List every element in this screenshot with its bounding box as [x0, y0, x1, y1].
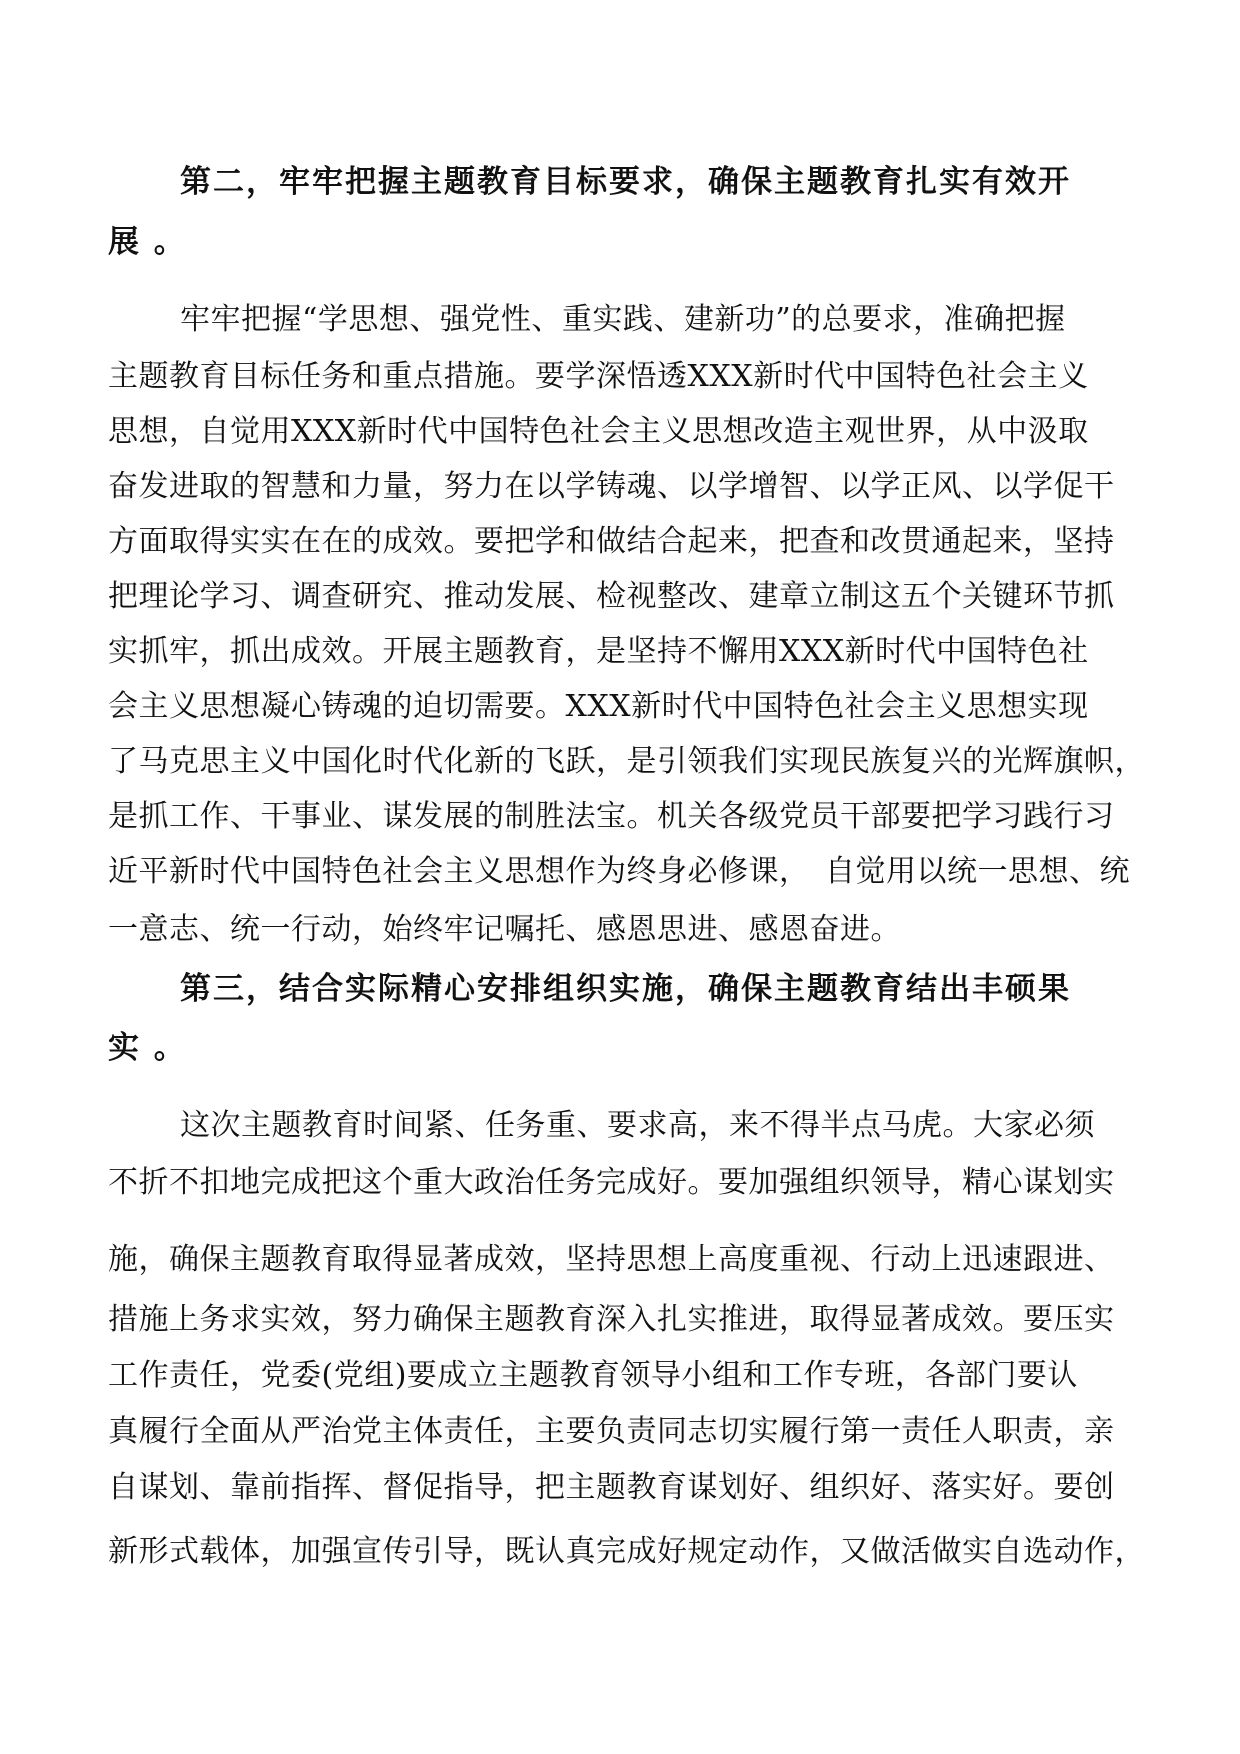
paragraph-line: 主题教育目标任务和重点措施。要学深悟透XXX新时代中国特色社会主义	[108, 359, 1089, 394]
paragraph-line: 牢牢把握“学思想、强党性、重实践、建新功”的总要求，准确把握	[180, 302, 1066, 337]
paragraph-line: 自谋划、靠前指挥、督促指导，把主题教育谋划好、组织好、落实好。要创	[108, 1470, 1115, 1505]
paragraph-line: 施，确保主题教育取得显著成效，坚持思想上高度重视、行动上迅速跟进、	[108, 1242, 1115, 1277]
section-heading-2-continued: 展 。	[108, 224, 187, 260]
paragraph-line: 思想，自觉用XXX新时代中国特色社会主义思想改造主观世界，从中汲取	[108, 414, 1089, 449]
paragraph-line: 这次主题教育时间紧、任务重、要求高，来不得半点马虎。大家必须	[180, 1108, 1095, 1143]
paragraph-line: 把理论学习、调查研究、推动发展、检视整改、建章立制这五个关键环节抓	[108, 579, 1115, 614]
paragraph-line: 工作责任，党委(党组)要成立主题教育领导小组和工作专班，各部门要认	[108, 1358, 1078, 1393]
paragraph-line: 方面取得实实在在的成效。要把学和做结合起来，把查和改贯通起来，坚持	[108, 524, 1115, 559]
paragraph-line: 了马克思主义中国化时代化新的飞跃，是引领我们实现民族复兴的光辉旗帜，	[108, 744, 1145, 779]
paragraph-line: 奋发进取的智慧和力量，努力在以学铸魂、以学增智、以学正风、以学促干	[108, 469, 1115, 504]
paragraph-line: 是抓工作、干事业、谋发展的制胜法宝。机关各级党员干部要把学习践行习	[108, 799, 1115, 834]
paragraph-line: 真履行全面从严治党主体责任，主要负责同志切实履行第一责任人职责，亲	[108, 1414, 1115, 1449]
paragraph-line: 近平新时代中国特色社会主义思想作为终身必修课， 自觉用以统一思想、统	[108, 854, 1130, 889]
paragraph-line: 实抓牢，抓出成效。开展主题教育，是坚持不懈用XXX新时代中国特色社	[108, 634, 1089, 669]
section-heading-3: 第三，结合实际精心安排组织实施，确保主题教育结出丰硕果	[180, 971, 1071, 1007]
paragraph-line: 新形式载体，加强宣传引导，既认真完成好规定动作，又做活做实自选动作，	[108, 1534, 1145, 1569]
paragraph-line: 会主义思想凝心铸魂的迫切需要。XXX新时代中国特色社会主义思想实现	[108, 689, 1089, 724]
paragraph-line: 措施上务求实效，努力确保主题教育深入扎实推进，取得显著成效。要压实	[108, 1302, 1115, 1337]
paragraph-line: 不折不扣地完成把这个重大政治任务完成好。要加强组织领导，精心谋划实	[108, 1165, 1115, 1200]
paragraph-line: 一意志、统一行动，始终牢记嘱托、感恩思进、感恩奋进。	[108, 912, 901, 947]
section-heading-3-continued: 实 。	[108, 1030, 187, 1066]
section-heading-2: 第二，牢牢把握主题教育目标要求，确保主题教育扎实有效开	[180, 164, 1071, 200]
